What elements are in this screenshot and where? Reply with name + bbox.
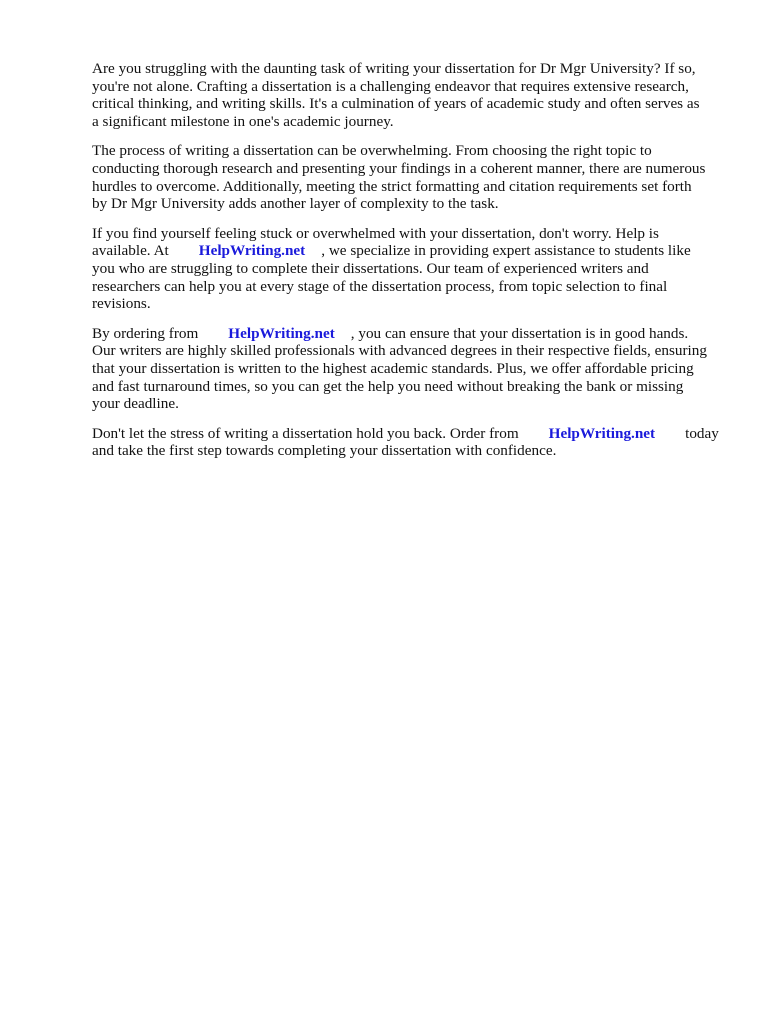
text-line: a significant milestone in one's academic journey.: [92, 112, 394, 130]
text-segment: By ordering from: [92, 324, 199, 342]
paragraph-ordering: [92, 325, 720, 413]
text-line: critical thinking, and writing skills. It's a culmination of years of academic study and often serves as: [92, 95, 700, 113]
text-line: your deadline.: [92, 395, 179, 413]
text-line: you're not alone. Crafting a dissertation is a challenging endeavor that requires extensive research,: [92, 77, 689, 95]
text-line-with-link: [92, 242, 720, 260]
helpwriting-link[interactable]: HelpWriting.net: [228, 324, 335, 342]
text-segment: available. At: [92, 242, 169, 260]
text-segment: , we specialize in providing expert assistance to students like: [321, 242, 691, 260]
paragraph-closing: [92, 425, 720, 460]
text-line: by Dr Mgr University adds another layer of complexity to the task.: [92, 195, 499, 213]
helpwriting-link[interactable]: HelpWriting.net: [198, 242, 306, 260]
text-line-with-link: [92, 425, 720, 443]
text-line: Are you struggling with the daunting task of writing your dissertation for Dr Mgr University? If so,: [92, 60, 696, 77]
document-body: [92, 60, 720, 472]
paragraph-process: [92, 142, 720, 212]
text-line: If you find yourself feeling stuck or overwhelmed with your dissertation, don't worry. Help is: [92, 224, 659, 242]
text-line: researchers can help you at every stage of the dissertation process, from topic selection to final: [92, 277, 668, 295]
text-line: and fast turnaround times, so you can get the help you need without breaking the bank or missing: [92, 377, 684, 395]
text-line: conducting thorough research and presenting your findings in a coherent manner, there are numerous: [92, 159, 706, 177]
text-line: hurdles to overcome. Additionally, meeting the strict formatting and citation requirements set forth: [92, 177, 692, 195]
text-line: you who are struggling to complete their dissertations. Our team of experienced writers and: [92, 259, 649, 277]
paragraph-intro: [92, 60, 720, 130]
text-line-with-link: [92, 325, 720, 343]
text-line: that your dissertation is written to the highest academic standards. Plus, we offer affordable pricing: [92, 359, 694, 377]
paragraph-help: [92, 225, 720, 313]
text-line: revisions.: [92, 295, 151, 313]
text-line: The process of writing a dissertation can be overwhelming. From choosing the right topic to: [92, 142, 652, 160]
text-line: Our writers are highly skilled professionals with advanced degrees in their respective fields, ensuring: [92, 342, 707, 360]
text-segment: Don't let the stress of writing a dissertation hold you back. Order from: [92, 424, 519, 442]
text-segment: , you can ensure that your dissertation is in good hands.: [350, 324, 689, 342]
text-segment: today: [685, 424, 719, 442]
text-line: and take the first step towards completing your dissertation with confidence.: [92, 442, 557, 460]
helpwriting-link[interactable]: HelpWriting.net: [548, 424, 656, 442]
